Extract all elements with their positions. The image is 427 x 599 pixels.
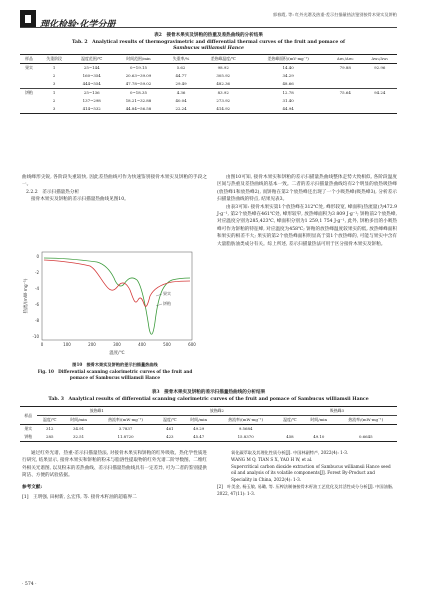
table2-caption-en-1: Tab. 2 Analytical results of thermogravimetric and differential thermal curves of the fruit and pomace of — [71, 40, 345, 45]
table3-subheader: 时间/min — [190, 417, 207, 422]
running-title: 郭春霞, 等: 红外光谱及热重-差示扫描量热法鉴别接骨木果实及饼粕 — [272, 12, 397, 17]
table-cell: 20.63~39.09 — [125, 73, 152, 78]
table2-header: 时间范围/min — [126, 56, 151, 61]
table-row — [20, 105, 397, 114]
table-cell: 458 — [286, 434, 294, 439]
table3-subheader: 温度/℃ — [163, 417, 177, 422]
legend-pomace: 饼粕 — [163, 301, 171, 306]
table-cell: 461 — [166, 426, 174, 431]
y-tick: -10 — [32, 334, 39, 339]
fruit-dsc-curve — [44, 258, 190, 334]
table-cell: 3.7837 — [118, 426, 133, 431]
table-cell: 47.78~59.02 — [125, 81, 152, 86]
reference-item: [2] 叶美金, 杨玉敏, 易璐, 等. 压榨法制备接骨木籽油工艺优化及其活性成分分析[J]. 中国油脂, 2022, 47(11): 1-3. — [217, 483, 394, 496]
header-rule — [20, 27, 397, 28]
table-cell: 285 — [46, 434, 54, 439]
table3-subheader: 热流率/(mW·mg⁻¹) — [348, 417, 384, 422]
table2-caption-cn: 表2 接骨木果实及饼粕的热重及差热曲线的分析结果 — [154, 33, 263, 38]
table3-subheader: 时间/min — [310, 417, 328, 422]
journal-logo — [20, 10, 36, 28]
table-cell: 1 — [52, 65, 56, 70]
y-tick: 0 — [36, 254, 39, 259]
table2-header: 温度范围/℃ — [81, 56, 103, 61]
x-tick: 400 — [138, 342, 146, 347]
table-cell: 40.04 — [175, 98, 187, 103]
table-cell: 83.92 — [217, 90, 229, 95]
y-tick: -8 — [35, 318, 39, 323]
table-cell — [20, 80, 38, 89]
plot-frame — [42, 252, 192, 340]
table-cell: 44.77 — [175, 73, 187, 78]
table3-caption-cn: 表3 接骨木果实及饼粕的差示扫描量热曲线的分析结果 — [151, 390, 266, 395]
table-row — [20, 97, 397, 105]
table3 — [20, 406, 397, 442]
x-tick: 0 — [40, 342, 44, 347]
table-row — [20, 89, 397, 98]
table2-header: 差热峰温度/℃ — [210, 56, 236, 61]
table-cell: 22.24 — [175, 106, 187, 111]
paragraph: 通过红外光谱、热重-差示扫描量热法, 对接骨木果实和饼粕的红外吸收、热化学性质进行研究, 结果显示, 接骨木果实和饼粕的粉末与脂溶性提取物的红外光谱二阶导数图、二维红外相关光谱图, 以及粉末的差热曲线、差示扫描量热曲线具有一定差异, 可为二者的鉴别提供简洁、方便的试验依据。 — [22, 451, 208, 479]
table-cell — [20, 97, 38, 105]
y-tick: -4 — [35, 286, 39, 291]
table-cell: 1 — [52, 90, 56, 95]
legend-fruit: 果实 — [163, 291, 171, 296]
figure-caption-en-2: pomace of Sambucus williamsii Hance — [69, 375, 161, 380]
table-cell: 137~298 — [82, 98, 101, 103]
page-number: · 574 · — [22, 582, 37, 587]
table2-header: Δw₂/Δw₃ — [371, 56, 389, 61]
table-cell: 44.84~56.58 — [125, 106, 152, 111]
table-cell — [328, 72, 362, 80]
table-cell: 423 — [166, 434, 174, 439]
table3-header: 放热峰1 — [37, 407, 157, 416]
table2-header: 失重率/% — [172, 56, 190, 61]
figure-caption-en-1: Fig. 10 Differential scanning calorimetric curves of the fruit and — [37, 369, 193, 374]
table-cell — [362, 72, 397, 80]
reference-item: WANG M Q, TIAN S X, YAO H W, et al. — [231, 456, 313, 462]
table-cell: 305.92 — [216, 73, 231, 78]
table3-header: 放热峰2 — [157, 407, 277, 416]
paragraph: 接骨木果实及饼粕的差示扫描量热曲线见图10。 — [31, 197, 129, 203]
table-cell: 92.96 — [374, 65, 386, 70]
bottom-right-references — [217, 450, 397, 498]
table-cell: 273.92 — [216, 98, 231, 103]
table-cell — [335, 425, 397, 434]
journal-brand: 理化检验·化学分册 — [40, 20, 116, 30]
table-row — [20, 80, 397, 89]
table-cell: 160~354 — [82, 73, 101, 78]
references-title: 参考文献: — [22, 484, 43, 490]
table2 — [20, 54, 397, 114]
table-cell: 饼粕 — [24, 434, 33, 439]
table2-header: Δw₁/Δw₂ — [336, 56, 354, 61]
paragraph: 由表3可知: 接骨木果实第1个放热峰在312℃处, 峰形较宽, 峰面积(热流量)为472.9 J·g⁻¹, 第2个放热峰在461℃处, 峰形较窄, 放热峰面积为3 809 J·g⁻¹; 饼粕前2个放热峰, 对应温度分别为285,423℃, 峰面积分别为1 259,1 754 J·g⁻¹, 此外, 饼粕多出的小吸热峰可作为饼粕的特征峰, 对应温度为458℃; 饼粕的放热峰温度较果实的低, 放热峰峰面积和果实的相差不大; 果实的第2个放热峰面积明显高于第1个放热峰的, 可能与果实中含有大量脂肪油类成分有关。综上所述, 差示扫描量热法可用于区分接骨木果实及饼粕。 — [217, 204, 397, 247]
table2-header: 失重阶段 — [46, 56, 62, 61]
left-column-upper — [22, 174, 207, 204]
table-cell: 9.5684 — [238, 426, 253, 431]
table-cell — [328, 105, 362, 114]
y-axis-label: 热流/(mW·mg⁻¹) — [24, 278, 29, 314]
table-cell: 98.92 — [217, 65, 229, 70]
table-cell: 29.49 — [175, 81, 187, 86]
table-cell: 45.47 — [193, 434, 205, 439]
x-tick: 200 — [88, 342, 96, 347]
reference-item: 氧化碳萃取及其理化性质分析[J]. 中国林副特产, 2022(4): 1-3. — [231, 450, 349, 455]
table-cell: 14.40 — [282, 65, 294, 70]
reference-item: Supercritical carbon dioxide extraction of Sambucus williamsii Hance seed oil and analysis of its volatile components[J]. Forest By-Product and Speciality in China, 2022(4): 1-3. — [231, 463, 391, 483]
table-cell: 果实 — [25, 65, 33, 70]
table3-header: 吸热峰3 — [277, 407, 397, 416]
table-cell: 414.92 — [216, 106, 231, 111]
table2-caption-en-2: Sambucus williamsii Hance — [173, 46, 244, 51]
table-cell: 0~18.35 — [130, 90, 147, 95]
table-cell: 482.36 — [216, 81, 231, 86]
table-cell — [328, 97, 362, 105]
bottom-left-column — [22, 450, 207, 501]
table-cell: 31.40 — [282, 98, 294, 103]
x-tick: 500 — [163, 342, 171, 347]
table-cell: 0~19.15 — [130, 65, 147, 70]
table-row — [20, 433, 397, 442]
table2-header: 样品 — [25, 56, 33, 61]
table-cell — [277, 425, 303, 434]
table3-subheader: 热流率/(mW·mg⁻¹) — [108, 417, 143, 422]
table-row — [20, 64, 397, 73]
table-cell: 5.62 — [176, 65, 186, 70]
table3-subheader: 热流率/(mW·mg⁻¹) — [228, 417, 263, 422]
reference-item: [1] 王明强, 田树新, 么宏伟, 等. 接骨木籽油的超临界二 — [22, 495, 137, 501]
section-heading: 2.2.2 差示扫描量热分析 — [26, 189, 80, 195]
table-cell: 44.94 — [282, 106, 294, 111]
figure-caption-cn: 图10 接骨木果实及饼粕的差示扫描量热曲线 — [72, 362, 158, 367]
table-cell — [303, 425, 334, 434]
table-row — [20, 72, 397, 80]
table3-subheader: 温度/℃ — [283, 417, 297, 422]
table-cell: 25~136 — [83, 90, 100, 95]
table3-subheader: 时间/min — [70, 417, 87, 422]
table-cell: 3 — [52, 81, 56, 86]
table-cell: 25~144 — [83, 65, 100, 70]
table-cell: 4.36 — [176, 90, 186, 95]
table-cell: 75.64 — [339, 90, 351, 95]
y-tick: -2 — [35, 270, 39, 275]
table-cell: 34.29 — [282, 73, 294, 78]
x-axis-label: 温度/℃ — [109, 351, 125, 356]
table-cell: 18.21~32.88 — [125, 98, 152, 103]
table-row — [20, 425, 397, 434]
table-cell: 果实 — [24, 426, 33, 431]
table-cell: 0.6645 — [358, 434, 373, 439]
table-cell — [20, 105, 38, 114]
legend-leader — [156, 294, 162, 296]
table-cell — [328, 80, 362, 89]
legend-leader — [156, 304, 162, 306]
y-tick: -6 — [35, 302, 39, 307]
table-cell: 94.24 — [374, 90, 386, 95]
table-cell: 414~532 — [82, 106, 101, 111]
x-tick: 600 — [188, 342, 196, 347]
table-cell: 444~554 — [82, 81, 101, 86]
paragraph: 由图10可知, 接骨木果实和饼粕的差示扫描量热曲线整体走势大致相似, 各阶段温度区间与热重及差热曲线的基本一致。二者的差示扫描量热曲线均有2个明显的放热吸热峰(放热峰1和放热峰2), 而饼粕在第2个放热峰还出现了一个小吸热峰(吸热峰3), 分析差示扫描量热曲线的特点, 结果见表3。 — [217, 175, 397, 203]
table-cell: 312 — [46, 426, 54, 431]
table3-subheader: 温度/℃ — [43, 417, 57, 422]
table3-caption-en: Tab. 3 Analytical results of differential scanning calorimetric curves of the fruit and pomace of Sambucus williamsii Hance — [48, 397, 369, 402]
table2-header: 差热峰面积/(mV·mg⁻¹) — [267, 56, 309, 61]
table-cell: 饼粕 — [25, 90, 33, 95]
table3-header: 样品 — [24, 412, 33, 418]
table-cell: 3 — [52, 106, 56, 111]
table-cell: 49.10 — [313, 434, 325, 439]
paragraph: 曲线峰形尖锐, 各阶段失重较快, 因此差热曲线可作为快速鉴别接骨木果实及饼粕的手段之一。 — [22, 175, 207, 188]
table-cell: 34.91 — [73, 426, 85, 431]
dsc-figure — [22, 248, 202, 358]
table-cell: 2 — [52, 98, 56, 103]
x-tick: 300 — [113, 342, 121, 347]
table-cell: 32.51 — [73, 434, 85, 439]
x-tick: 100 — [63, 342, 71, 347]
table-cell: 12.78 — [282, 90, 294, 95]
table-cell: 79.88 — [339, 65, 351, 70]
table-cell: 2 — [52, 73, 56, 78]
table-cell: 15.8370 — [237, 434, 254, 439]
table-cell — [362, 105, 397, 114]
table-cell: 49.29 — [193, 426, 205, 431]
table-cell — [362, 80, 397, 89]
right-column — [217, 174, 397, 248]
table-cell: 48.66 — [282, 81, 294, 86]
table-cell: 11.8720 — [117, 434, 134, 439]
table-cell — [20, 72, 38, 80]
table-cell — [362, 97, 397, 105]
